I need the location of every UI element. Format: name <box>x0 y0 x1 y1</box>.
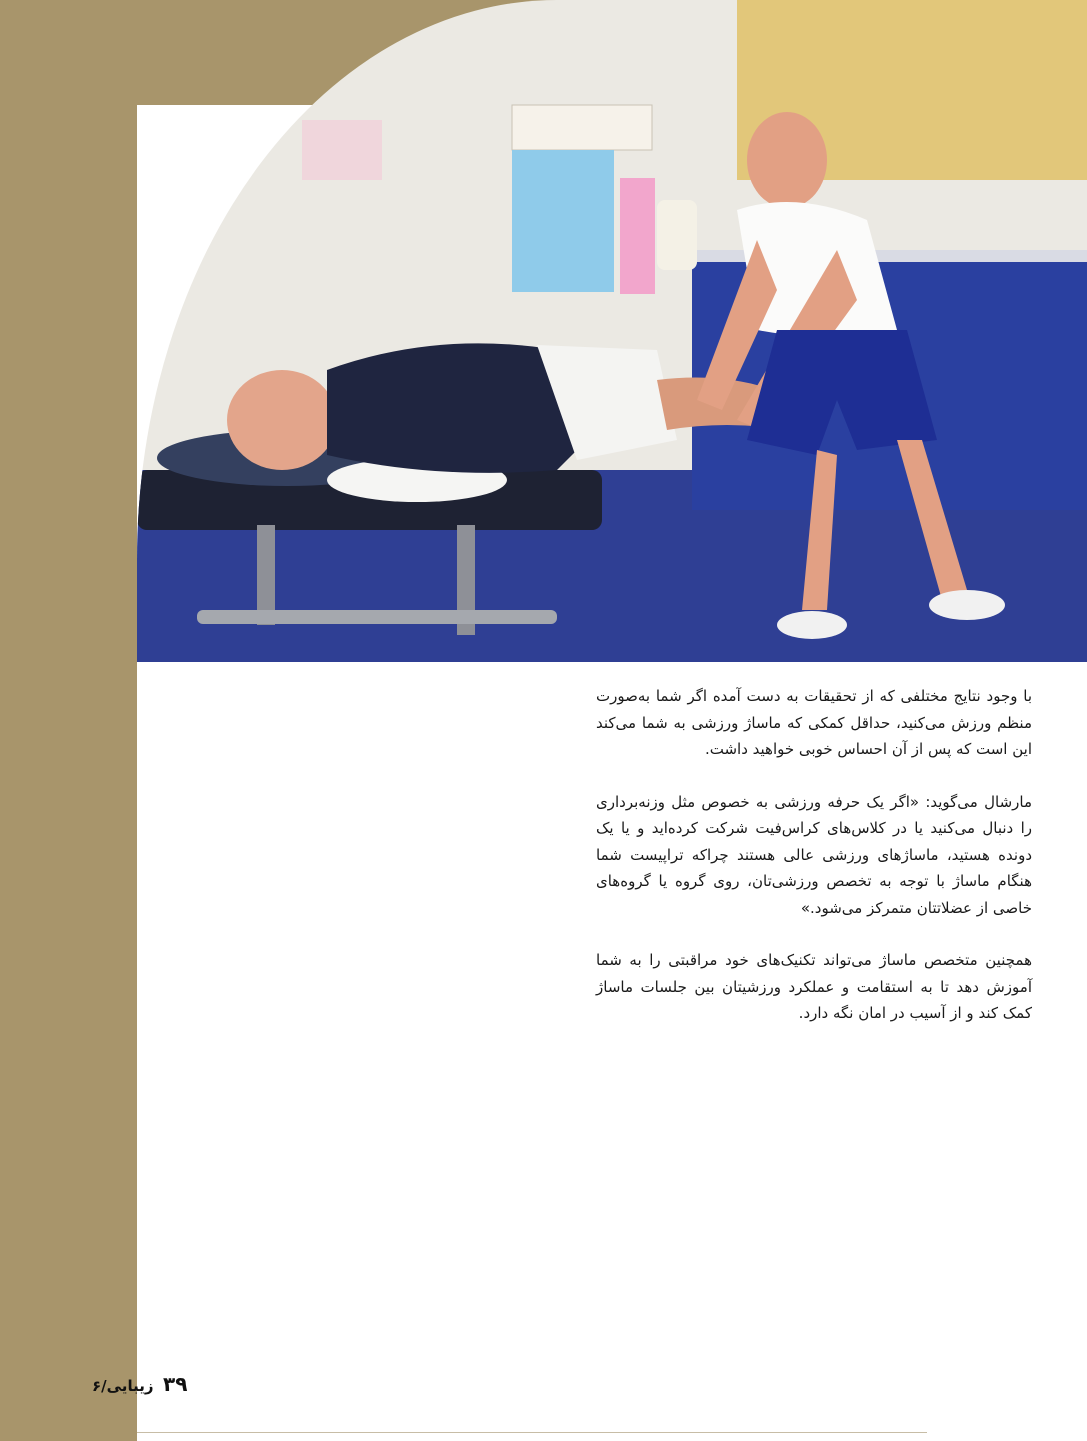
poster-anatomy-top <box>512 105 652 150</box>
table-base <box>197 610 557 624</box>
article-paragraph: مارشال می‌گوید: «اگر یک حرفه ورزشی به خصوص مثل وزنه‌برداری را دنبال می‌کنید یا در کلاس‌های کراس‌فیت شرکت کرده‌اید و یا یک دونده هستید، ماساژهای ورزشی عالی هستند چراکه تراپیست شما هنگام ماساژ با توجه به تخصص ورزشی‌تان، روی گروه یا گروه‌های خاصی از عضلاتتان متمرکز می‌شود.» <box>596 792 1032 917</box>
therapist-shoe-left <box>777 611 847 639</box>
therapist-head <box>747 112 827 208</box>
paper-dispenser <box>657 200 697 270</box>
article-body <box>596 683 1032 1053</box>
therapist-shoe-right <box>929 590 1005 620</box>
article-paragraph: با وجود نتایج مختلفی که از تحقیقات به دست آمده اگر شما به‌صورت منظم ورزش می‌کنید، حداقل کمکی که ماساژ ورزشی به شما می‌کند این است که پس از آن احساس خوبی خواهید داشت. <box>596 687 1032 758</box>
bottom-divider <box>137 1432 927 1433</box>
page-footer-label <box>92 1372 187 1396</box>
poster-blue <box>512 150 614 292</box>
poster-pink <box>620 178 655 294</box>
article-paragraph: همچنین متخصص ماساژ می‌تواند تکنیک‌های خود مراقبتی را به شما آموزش دهد تا به استقامت و عملکرد ورزشیتان بین جلسات ماساژ کمک کند و از آسیب در امان نگه دارد. <box>596 951 1032 1022</box>
wall-chart <box>302 120 382 180</box>
magazine-name: زیبایی/۶ <box>92 1377 154 1395</box>
decorative-side-band <box>0 0 137 1441</box>
page-number: ۳۹ <box>163 1372 188 1396</box>
athlete-head <box>227 370 337 470</box>
